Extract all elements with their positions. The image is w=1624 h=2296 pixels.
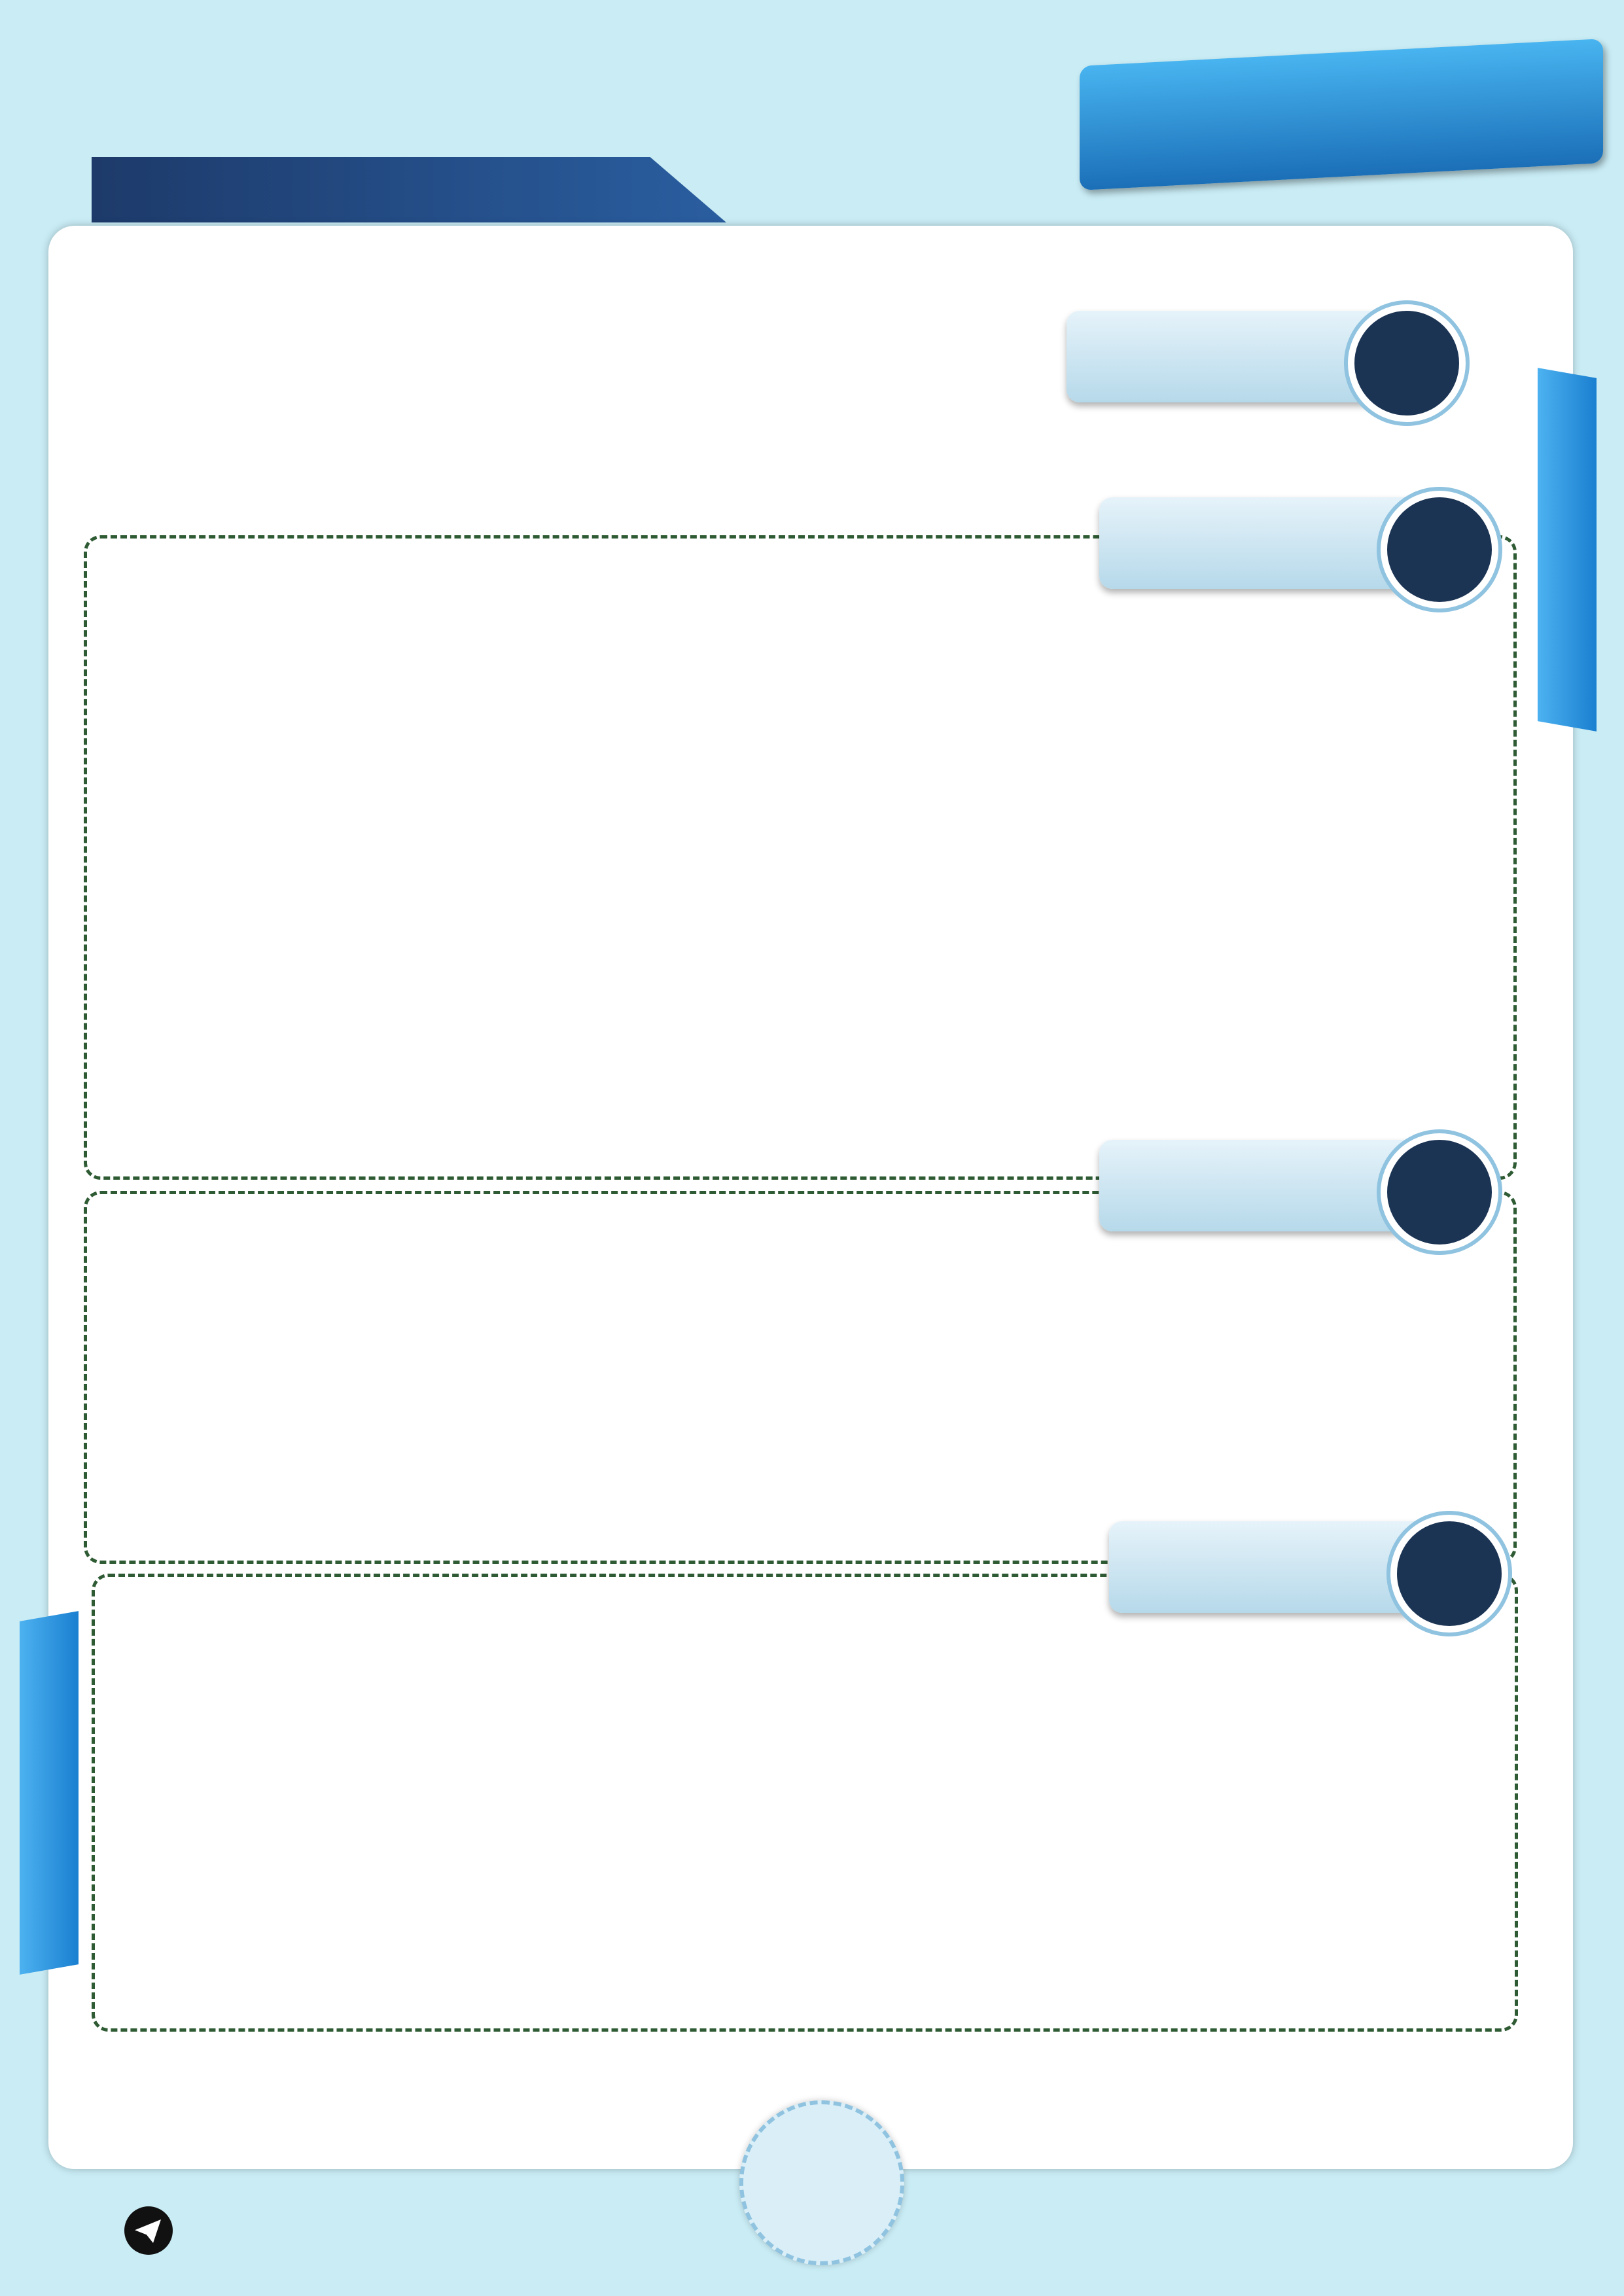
ed-number [1390,1515,1508,1633]
page-number [739,2100,904,2265]
unit-number [1348,304,1466,422]
side-tab-left [20,1611,79,1975]
unit-label [1067,336,1171,376]
ing-number [1381,1133,1498,1251]
ing-box [84,1191,1517,1564]
ed-heading [1109,1521,1423,1613]
ed-box [92,1574,1518,2032]
ing-title [1099,1165,1184,1205]
grade-band [92,157,726,222]
ing-heading [1099,1140,1413,1231]
plural-title [1099,523,1171,563]
brand-banner [1080,39,1603,190]
side-tab-right [1538,368,1597,732]
plural-heading [1099,497,1413,589]
plural-number [1381,491,1498,609]
ed-title [1109,1547,1204,1587]
plural-box [84,535,1517,1180]
